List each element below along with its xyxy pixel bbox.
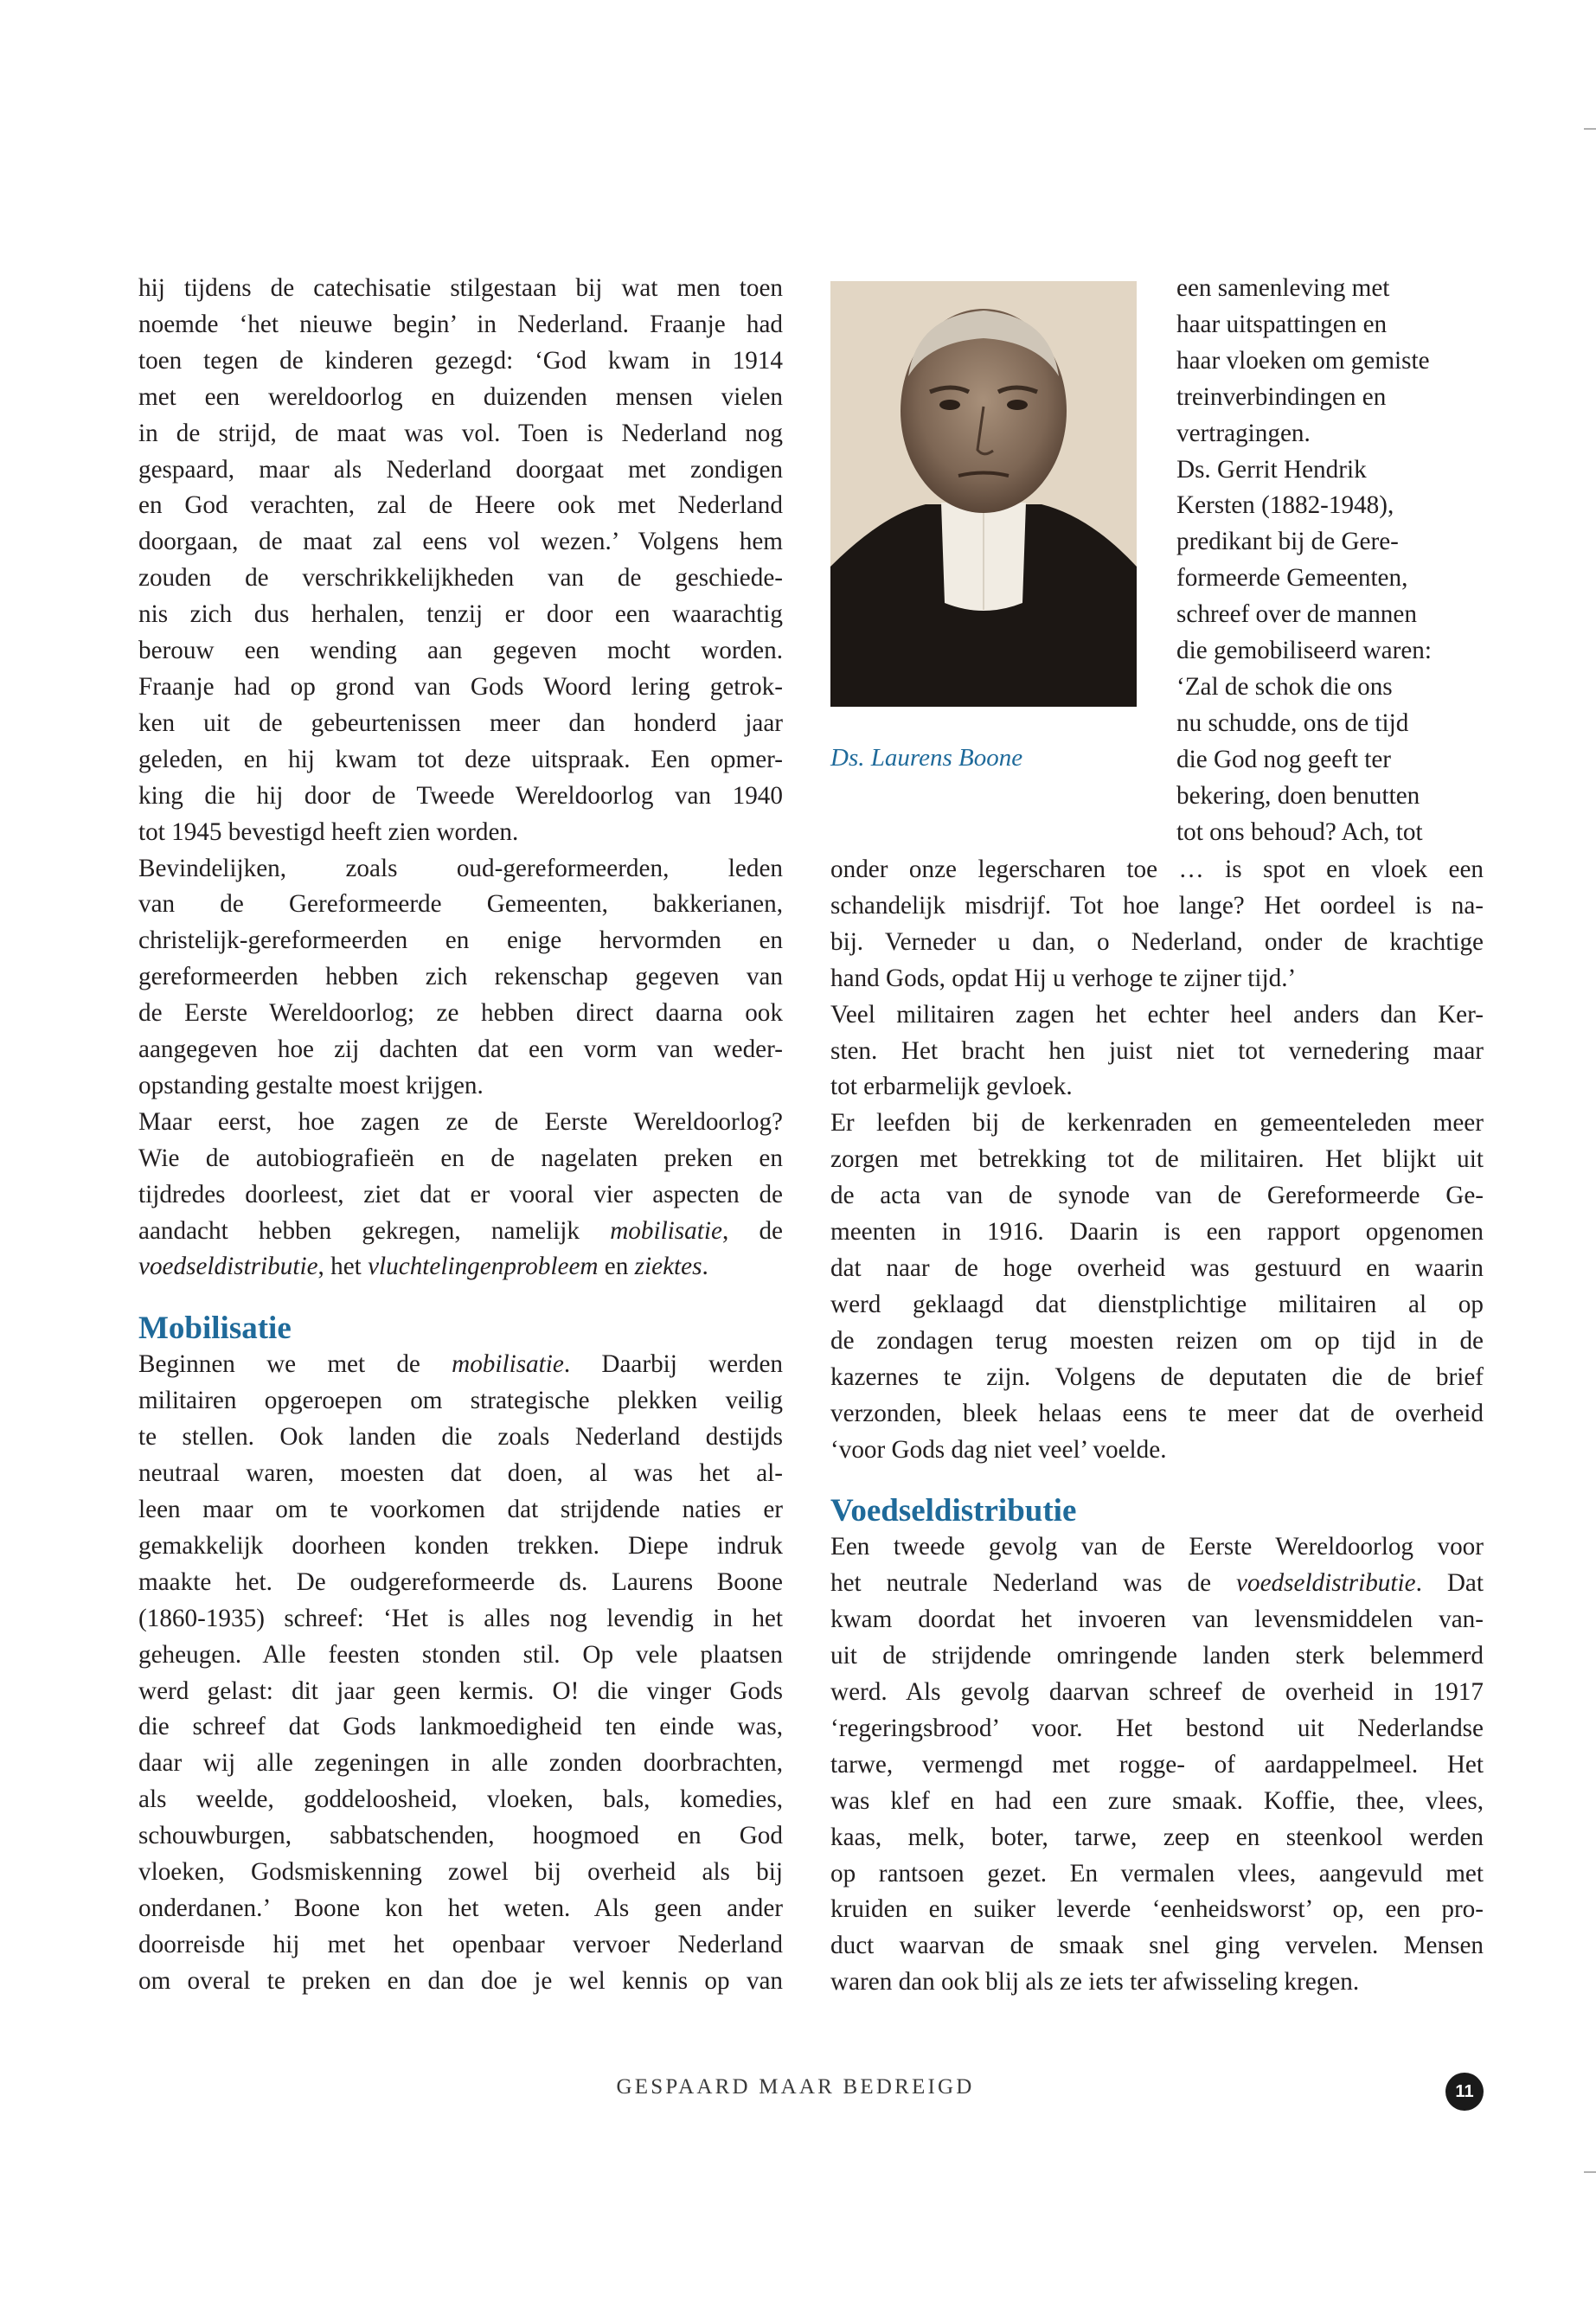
text-line: tot erbarmelijk gevloek. xyxy=(830,1073,1073,1101)
section-heading-mobilisatie: Mobilisatie xyxy=(138,1311,292,1347)
text-line: geleden, en hij kwam tot deze uitspraak. Een opmer- xyxy=(138,745,783,773)
text-line: gereformeerden hebben zich rekenschap gegeven van xyxy=(138,963,783,991)
paragraph xyxy=(830,997,1484,1106)
right-column xyxy=(830,852,1484,2001)
text-line: ‘Zal de schok die ons xyxy=(1176,672,1393,701)
paragraph xyxy=(138,271,783,851)
paragraph xyxy=(830,1106,1484,1468)
text-line: werd. Als gevolg daarvan schreef de overheid in 1917 xyxy=(830,1678,1484,1707)
text-line: schouwburgen, sabbatschenden, hoogmoed en God xyxy=(138,1822,783,1850)
text-line: aandacht hebben gekregen, namelijk mobilisatie, de xyxy=(138,1216,783,1245)
text-line: onder onze legerscharen toe … is spot en vloek een xyxy=(830,856,1484,883)
text-line: verzonden, bleek helaas eens te meer dat de overheid xyxy=(830,1399,1484,1427)
text-line: ‘regeringsbrood’ voor. Het bestond uit Nederlandse xyxy=(830,1714,1484,1742)
text-line: sten. Het bracht hen juist niet tot vernedering maar xyxy=(830,1036,1484,1065)
text-line: werd gelast: dit jaar geen kermis. O! die vinger Gods xyxy=(138,1676,783,1705)
text-line: ken uit de gebeurtenissen meer dan honderd jaar xyxy=(138,708,783,737)
text-line: zorgen met betrekking tot de militairen. Het blijkt uit xyxy=(830,1145,1484,1174)
text-line: Veel militairen zagen het echter heel anders dan Ker- xyxy=(830,1000,1484,1029)
paragraph xyxy=(830,1529,1484,2001)
text-line: bekering, doen benutten xyxy=(1176,781,1420,810)
text-line: in de strijd, de maat was vol. Toen is Nederland nog xyxy=(138,419,783,447)
right-top-column xyxy=(1176,271,1479,851)
crop-mark xyxy=(1584,128,1596,130)
text-line: hij tijdens de catechisatie stilgestaan bij wat men toen xyxy=(138,274,783,302)
text-line: om overal te preken en dan doe je wel kennis op van xyxy=(138,1966,783,1995)
text-line: kwam doordat het invoeren van levensmiddelen van- xyxy=(830,1606,1484,1634)
text-line: treinverbindingen en xyxy=(1176,382,1387,411)
left-column xyxy=(138,271,783,2000)
text-line: haar uitspattingen en xyxy=(1176,310,1388,338)
text-line: maakte het. De oudgereformeerde ds. Laurens Boone xyxy=(138,1567,783,1596)
text-line: schreef over de mannen xyxy=(1176,600,1417,629)
text-line: te stellen. Ook landen die zoals Nederland destijds xyxy=(138,1423,783,1452)
term-ziektes: ziektes xyxy=(634,1253,702,1281)
paragraph xyxy=(830,852,1484,997)
term-voedseldistributie: voedseldistributie xyxy=(138,1253,318,1281)
text-line: king die hij door de Tweede Wereldoorlog van 1940 xyxy=(138,781,783,810)
page-number: 11 xyxy=(1445,2073,1484,2111)
text-line: geheugen. Alle feesten stonden stil. Op vele plaatsen xyxy=(138,1640,783,1669)
text-line: Wie de autobiografieën en de nagelaten preken en xyxy=(138,1144,783,1172)
section-heading-voedseldistributie: Voedseldistributie xyxy=(830,1493,1077,1529)
text-line: tot ons behoud? Ach, tot xyxy=(1176,817,1423,846)
text-line: aangegeven hoe zij dachten dat een vorm van weder- xyxy=(138,1035,783,1064)
text-line: de acta van de synode van de Gereformeerde Ge- xyxy=(830,1182,1484,1210)
text-line: duct waarvan de smaak snel ging vervelen. Mensen xyxy=(830,1932,1484,1960)
paragraph xyxy=(1176,271,1479,452)
text-line: voedseldistributie, het vluchtelingenprobleem en ziektes. xyxy=(138,1253,708,1281)
text-line: Maar eerst, hoe zagen ze de Eerste Wereldoorlog? xyxy=(138,1107,783,1136)
text-line: die God nog geeft ter xyxy=(1176,745,1392,773)
portrait-illustration xyxy=(830,281,1137,707)
text-line: kazernes te zijn. Volgens de deputaten die de brief xyxy=(830,1362,1484,1391)
portrait-photo xyxy=(830,281,1137,707)
text-line: opstanding gestalte moest krijgen. xyxy=(138,1071,484,1099)
text-line: die gemobiliseerd waren: xyxy=(1176,637,1433,665)
text-line: van de Gereformeerde Gemeenten, bakkerianen, xyxy=(138,890,783,919)
text-line: dat naar de hoge overheid was gestuurd en waarin xyxy=(830,1253,1484,1282)
text-line: was klef en had een zure smaak. Koffie, thee, vlees, xyxy=(830,1786,1484,1815)
text-line: als weelde, goddeloosheid, vloeken, bals, komedies, xyxy=(138,1785,783,1814)
text-line: ‘voor Gods dag niet veel’ voelde. xyxy=(830,1435,1167,1464)
term-voedseldistributie: voedseldistributie xyxy=(1236,1569,1416,1598)
text-line: doorreisde hij met het openbaar vervoer Nederland xyxy=(138,1930,783,1958)
text-line: de Eerste Wereldoorlog; ze hebben direct daarna ook xyxy=(138,999,783,1028)
text-line: haar vloeken om gemiste xyxy=(1176,346,1430,375)
text-line: tijdredes doorleest, ziet dat er vooral vier aspecten de xyxy=(138,1180,783,1208)
paragraph xyxy=(1176,452,1479,851)
text-line: gemakkelijk doorheen konden trekken. Diepe indruk xyxy=(138,1531,783,1560)
text-line: formeerde Gemeenten, xyxy=(1176,564,1408,593)
term-vluchtelingenprobleem: vluchtelingenprobleem xyxy=(368,1253,599,1281)
text-line: vloeken, Godsmiskenning zowel bij overheid als bij xyxy=(138,1858,783,1887)
text-line: (1860-1935) schreef: ‘Het is alles nog levendig in het xyxy=(138,1604,783,1632)
text-line: Een tweede gevolg van de Eerste Wereldoorlog voor xyxy=(830,1533,1484,1561)
text-line: berouw een wending aan gegeven mocht worden. xyxy=(138,637,783,665)
text-line: uit de strijdende omringende landen sterk belemmerd xyxy=(830,1642,1484,1670)
text-line: gespaard, maar als Nederland doorgaat met zondigen xyxy=(138,455,783,484)
photo-caption: Ds. Laurens Boone xyxy=(830,744,1023,772)
text-line: werd geklaagd dat dienstplichtige militairen al op xyxy=(830,1290,1484,1318)
text-line: predikant bij de Gere- xyxy=(1176,528,1399,556)
text-line: tarwe, vermengd met rogge- of aardappelmeel. Het xyxy=(830,1750,1484,1779)
text-line: toen tegen de kinderen gezegd: ‘God kwam in 1914 xyxy=(138,346,783,375)
paragraph xyxy=(138,1105,783,1286)
text-line: noemde ‘het nieuwe begin’ in Nederland. Fraanje had xyxy=(138,310,783,338)
text-line: Ds. Gerrit Hendrik xyxy=(1176,455,1367,484)
text-line: bij. Verneder u dan, o Nederland, onder de krachtige xyxy=(830,927,1484,956)
term-mobilisatie: mobilisatie xyxy=(610,1216,722,1245)
text-line: Kersten (1882-1948), xyxy=(1176,491,1394,520)
text-line: nu schudde, ons de tijd xyxy=(1176,708,1409,737)
text-line: daar wij alle zegeningen in alle zonden doorbrachten, xyxy=(138,1749,783,1778)
paragraph xyxy=(138,851,783,1105)
text-line: waren dan ook blij als ze iets ter afwisseling kregen. xyxy=(830,1968,1360,1997)
text-line: met een wereldoorlog en duizenden mensen vielen xyxy=(138,382,783,411)
text-line: schandelijk misdrijf. Tot hoe lange? Het oordeel is na- xyxy=(830,891,1484,920)
text-line: de zondagen terug moesten reizen om op tijd in de xyxy=(830,1326,1484,1355)
text-line: christelijk-gereformeerden en enige hervormden en xyxy=(138,926,783,955)
text-line: leen maar om te voorkomen dat strijdende naties er xyxy=(138,1496,783,1523)
text-line: doorgaan, de maat zal eens vol wezen.’ Volgens hem xyxy=(138,528,783,556)
text-line: Fraanje had op grond van Gods Woord lering getrok- xyxy=(138,672,783,701)
text-line: en God verachten, zal de Heere ook met Nederland xyxy=(138,491,783,520)
text-line: Er leefden bij de kerkenraden en gemeenteleden meer xyxy=(830,1109,1484,1138)
text-line: een samenleving met xyxy=(1176,274,1390,302)
text-line: zouden de verschrikkelijkheden van de geschiede- xyxy=(138,564,783,593)
text-line: vertragingen. xyxy=(1176,419,1311,447)
text-line: nis zich dus herhalen, tenzij er door een waarachtig xyxy=(138,600,783,629)
text-line: hand Gods, opdat Hij u verhoge te zijner tijd.’ xyxy=(830,964,1297,992)
crop-mark xyxy=(1584,2171,1596,2173)
running-title: GESPAARD MAAR BEDREIGD xyxy=(616,2075,975,2099)
text-line: Beginnen we met de mobilisatie. Daarbij werden xyxy=(138,1350,783,1379)
text-line: meenten in 1916. Daarin is een rapport opgenomen xyxy=(830,1218,1484,1247)
text-line: het neutrale Nederland was de voedseldistributie. Dat xyxy=(830,1569,1484,1598)
text-line: tot 1945 bevestigd heeft zien worden. xyxy=(138,817,519,846)
text-line: kruiden en suiker leverde ‘eenheidsworst’ op, een pro- xyxy=(830,1895,1484,1924)
text-line: op rantsoen gezet. En vermalen vlees, aangevuld met xyxy=(830,1859,1484,1888)
text-line: die schreef dat Gods lankmoedigheid ten einde was, xyxy=(138,1713,783,1741)
text-line: militairen opgeroepen om strategische plekken veilig xyxy=(138,1387,783,1415)
text-line: kaas, melk, boter, tarwe, zeep en steenkool werden xyxy=(830,1823,1484,1851)
text-line: neutraal waren, moesten dat doen, al was het al- xyxy=(138,1459,783,1488)
paragraph xyxy=(138,1347,783,1999)
text-line: Bevindelijken, zoals oud-gereformeerden, leden xyxy=(138,854,783,882)
text-line: onderdanen.’ Boone kon het weten. Als geen ander xyxy=(138,1894,783,1922)
